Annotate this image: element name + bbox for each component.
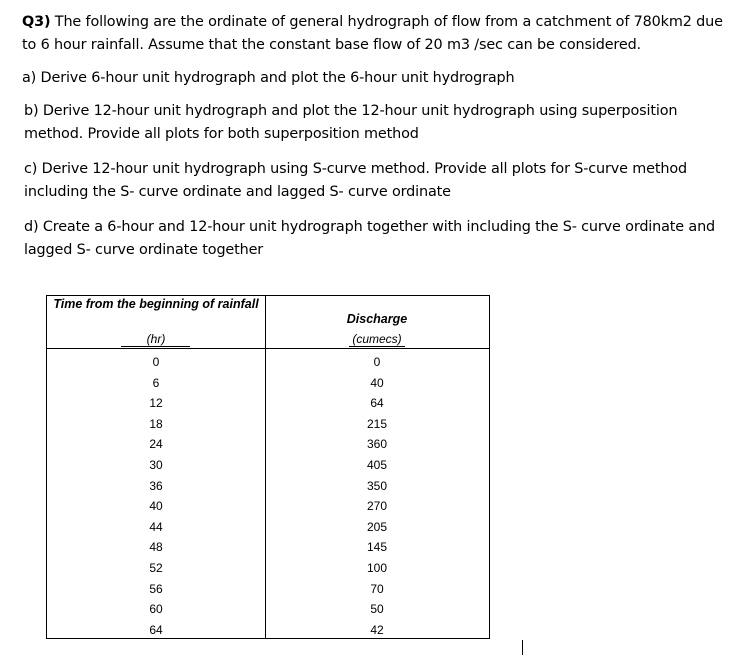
table-row — [47, 434, 489, 455]
discharge-cell: 215 — [366, 416, 388, 431]
table-row — [47, 620, 489, 641]
header-rule — [47, 348, 489, 349]
table-row — [47, 373, 489, 394]
part-b: b) Derive 12-hour unit hydrograph and plot the 12-hour unit hydrograph using superposition method. Provide all plots for both superposition method — [24, 103, 678, 142]
time-column-unit: (hr) — [146, 332, 166, 346]
discharge-unit-underline — [349, 346, 405, 347]
time-cell: 52 — [149, 560, 163, 575]
time-cell: 6 — [152, 375, 160, 390]
time-cell: 56 — [149, 581, 163, 596]
time-cell: 12 — [149, 396, 163, 411]
table-row — [47, 599, 489, 620]
time-cell: 24 — [149, 437, 163, 452]
discharge-column-unit: (cumecs) — [352, 332, 402, 346]
time-cell: 36 — [149, 478, 163, 493]
time-cell: 0 — [152, 355, 160, 369]
time-cell: 18 — [149, 416, 163, 431]
part-a: a) Derive 6-hour unit hydrograph and plot the 6-hour unit hydrograph — [22, 70, 515, 86]
table-row — [47, 558, 489, 579]
table-row — [47, 537, 489, 558]
table-row — [47, 393, 489, 414]
table-row — [47, 414, 489, 435]
discharge-cell: 40 — [370, 375, 384, 390]
table-body — [47, 352, 489, 640]
part-c: c) Derive 12-hour unit hydrograph using S-curve method. Provide all plots for S-curve method including the S- curve ordinate and lagged S- curve ordinate — [24, 161, 687, 200]
discharge-cell: 205 — [366, 519, 388, 534]
question-label: Q3) — [22, 14, 51, 30]
text-cursor — [522, 640, 523, 655]
time-cell: 60 — [149, 602, 163, 617]
time-cell: 64 — [149, 622, 163, 637]
part-d: d) Create a 6-hour and 12-hour unit hydrograph together with including the S- curve ordinate and lagged S- curve ordinate together — [24, 219, 716, 258]
discharge-cell: 50 — [370, 602, 384, 617]
discharge-cell: 350 — [366, 478, 388, 493]
table-row — [47, 455, 489, 476]
table-row — [47, 579, 489, 600]
discharge-cell: 0 — [373, 355, 381, 369]
table-row — [47, 352, 489, 373]
discharge-cell: 100 — [366, 560, 388, 575]
question-text — [22, 11, 737, 262]
discharge-cell: 42 — [370, 622, 384, 637]
question-intro — [22, 11, 737, 57]
discharge-cell: 70 — [370, 581, 384, 596]
question-intro-text: The following are the ordinate of general hydrograph of flow from a catchment of 780km2 due to 6 hour rainfall. Assume that the constant base flow of 20 m3 /sec can be considered. — [22, 14, 723, 53]
discharge-cell: 64 — [370, 396, 384, 411]
hydrograph-table — [46, 295, 490, 639]
time-cell: 48 — [149, 540, 163, 555]
discharge-cell: 145 — [366, 540, 388, 555]
discharge-column-header: Discharge — [346, 312, 408, 326]
table-row — [47, 496, 489, 517]
time-cell: 40 — [149, 499, 163, 514]
time-unit-underline — [121, 346, 190, 347]
table-row — [47, 517, 489, 538]
discharge-cell: 405 — [366, 457, 388, 472]
time-column-header: Time from the beginning of rainfall — [53, 297, 259, 311]
discharge-cell: 360 — [366, 437, 388, 452]
time-cell: 44 — [149, 519, 163, 534]
discharge-cell: 270 — [366, 499, 388, 514]
table-row — [47, 476, 489, 497]
time-cell: 30 — [149, 457, 163, 472]
